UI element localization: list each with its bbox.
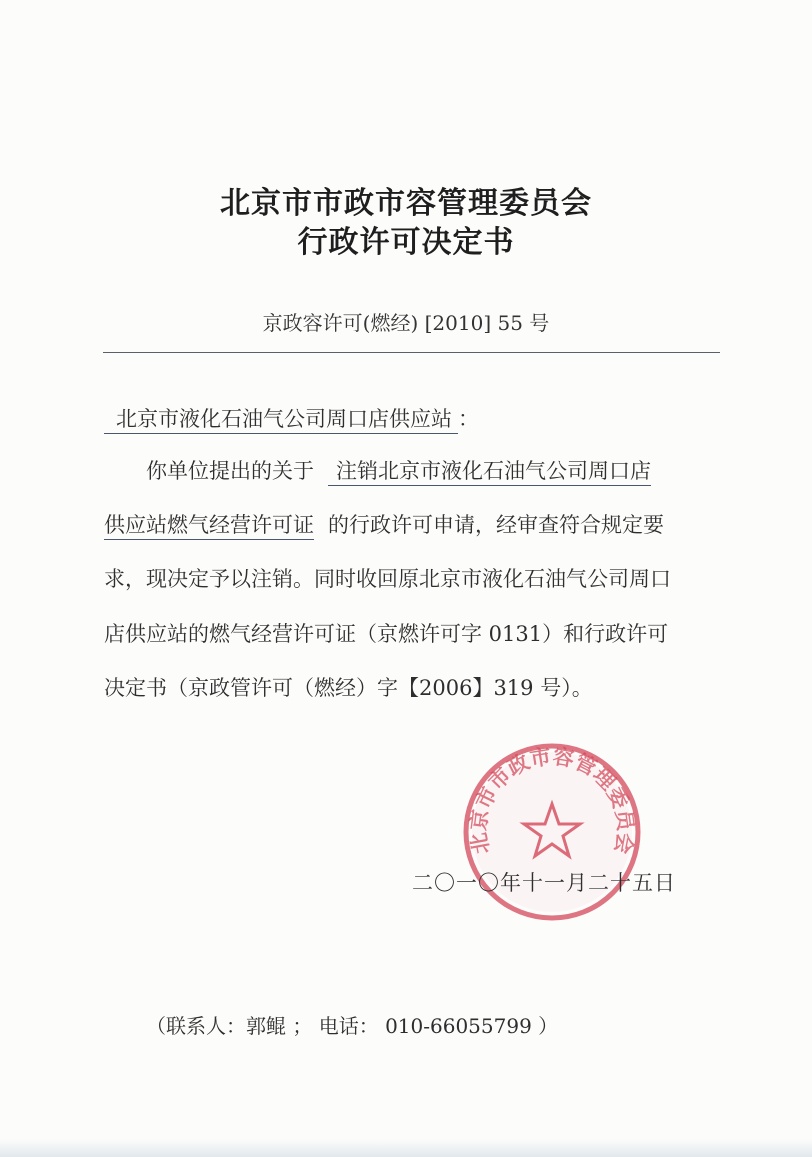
addressee-line [104,405,479,433]
body-line-1 [146,457,651,485]
body-line-2-suffix: 的行政许可申请，经审查符合规定要 [328,513,664,537]
scan-edge-shadow [0,1139,812,1157]
decision-date: 二〇一〇年十一月二十五日 [412,871,676,895]
application-subject-part-1: 注销北京市液化石油气公司周口店 [328,459,651,486]
document-number: 京政容许可(燃经) [2010] 55 号 [262,311,550,335]
document-title-line-1: 北京市市政市容管理委员会 [220,186,592,221]
addressee-colon: ： [458,407,479,431]
body-line-1-prefix: 你单位提出的关于 [146,459,314,483]
body-line-4: 店供应站的燃气经营许可证（京燃许可字 0131）和行政许可 [104,622,669,646]
seal-ring-text: 北京市市政市容管理委员会 [465,743,639,857]
header-divider [103,352,720,353]
application-subject-part-2: 供应站燃气经营许可证 [104,513,314,540]
body-line-5: 决定书（京政管许可（燃经）字【2006】319 号）。 [104,676,593,700]
document-title-line-2: 行政许可决定书 [297,225,515,260]
body-line-3: 求，现决定予以注销。同时收回原北京市液化石油气公司周口 [104,567,671,591]
body-line-2 [104,511,664,539]
contact-line: （联系人：郭鲲 ； 电话： 010-66055799 ） [146,1014,559,1038]
addressee-name: 北京市液化石油气公司周口店供应站 [104,407,458,434]
